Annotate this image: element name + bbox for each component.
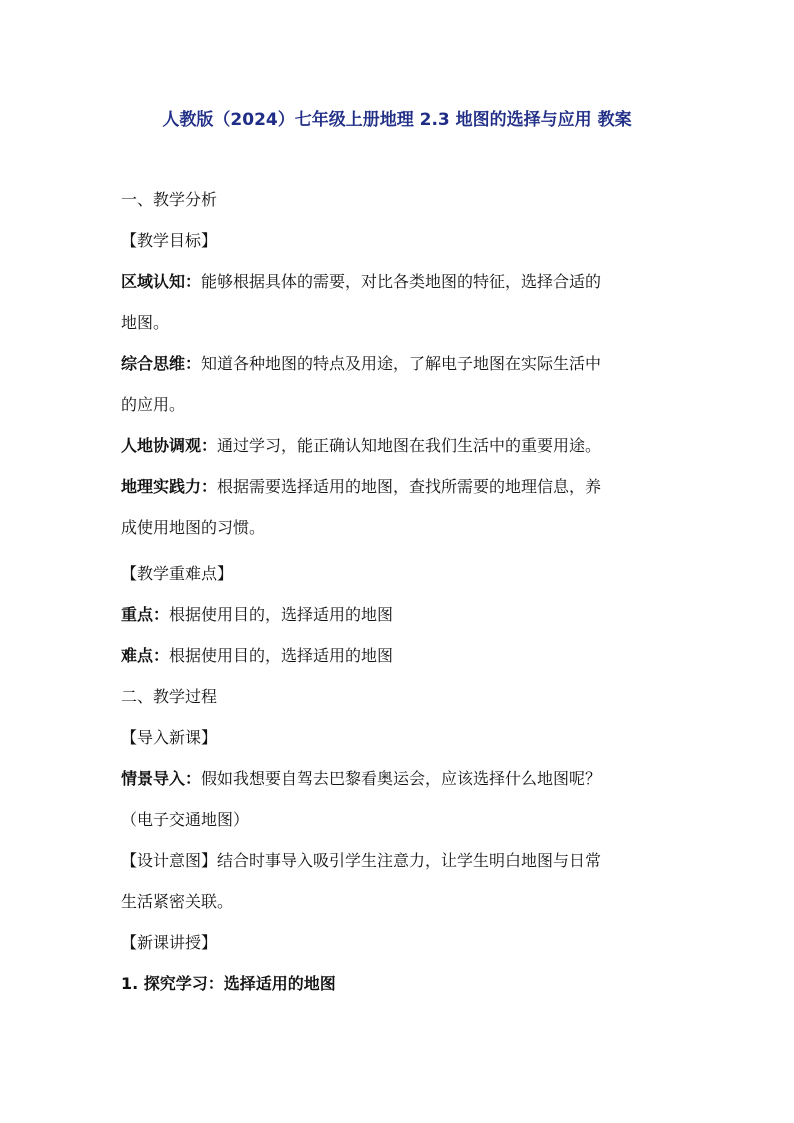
inquiry-text: 1. 探究学习：选择适用的地图 xyxy=(121,974,336,993)
difficulty-line xyxy=(121,644,393,668)
goal-regional-label: 区域认知： xyxy=(121,272,202,291)
goal-regional-line2: 地图。 xyxy=(121,313,170,332)
inquiry-heading xyxy=(121,972,336,996)
difficulty-label: 难点： xyxy=(121,646,170,665)
goal-harmony-text: 通过学习，能正确认知地图在我们生活中的重要用途。 xyxy=(217,436,602,455)
scene-line1 xyxy=(121,767,601,791)
goal-harmony-label: 人地协调观： xyxy=(121,436,218,455)
goal-thinking-label: 综合思维： xyxy=(121,354,202,373)
keypoints-header: 【教学重难点】 xyxy=(121,564,234,583)
difficulty-text: 根据使用目的，选择适用的地图 xyxy=(169,646,394,665)
scene-text: 假如我想要自驾去巴黎看奥运会，应该选择什么地图呢？ xyxy=(201,769,602,788)
scene-label: 情景导入： xyxy=(121,769,202,788)
intro-header: 【导入新课】 xyxy=(121,728,218,747)
goals-header: 【教学目标】 xyxy=(121,231,218,250)
goal-practice-label: 地理实践力： xyxy=(121,477,218,496)
goal-thinking-line1 xyxy=(121,352,601,376)
goal-practice-text: 根据需要选择适用的地图，查找所需要的地理信息，养 xyxy=(217,477,602,496)
goal-thinking-line2: 的应用。 xyxy=(121,395,186,414)
keypoint-label: 重点： xyxy=(121,605,170,624)
goal-practice-line1 xyxy=(121,475,601,499)
section-heading-process: 二、教学过程 xyxy=(121,687,218,706)
design-intent-line2: 生活紧密关联。 xyxy=(121,892,234,911)
goal-thinking-text: 知道各种地图的特点及用途，了解电子地图在实际生活中 xyxy=(201,354,602,373)
scene-line2: （电子交通地图） xyxy=(121,810,250,829)
goal-practice-line2: 成使用地图的习惯。 xyxy=(121,518,266,537)
section-heading-analysis: 一、教学分析 xyxy=(121,190,218,209)
goal-regional-line1 xyxy=(121,270,601,294)
document-title: 人教版（2024）七年级上册地理 2.3 地图的选择与应用 教案 xyxy=(162,110,632,130)
keypoint-text: 根据使用目的，选择适用的地图 xyxy=(169,605,394,624)
goal-regional-text: 能够根据具体的需要，对比各类地图的特征，选择合适的 xyxy=(201,272,602,291)
goal-harmony-line1 xyxy=(121,434,601,458)
new-lesson-header: 【新课讲授】 xyxy=(121,933,218,952)
keypoint-line xyxy=(121,603,393,627)
design-intent-line1: 【设计意图】结合时事导入吸引学生注意力，让学生明白地图与日常 xyxy=(121,851,602,870)
